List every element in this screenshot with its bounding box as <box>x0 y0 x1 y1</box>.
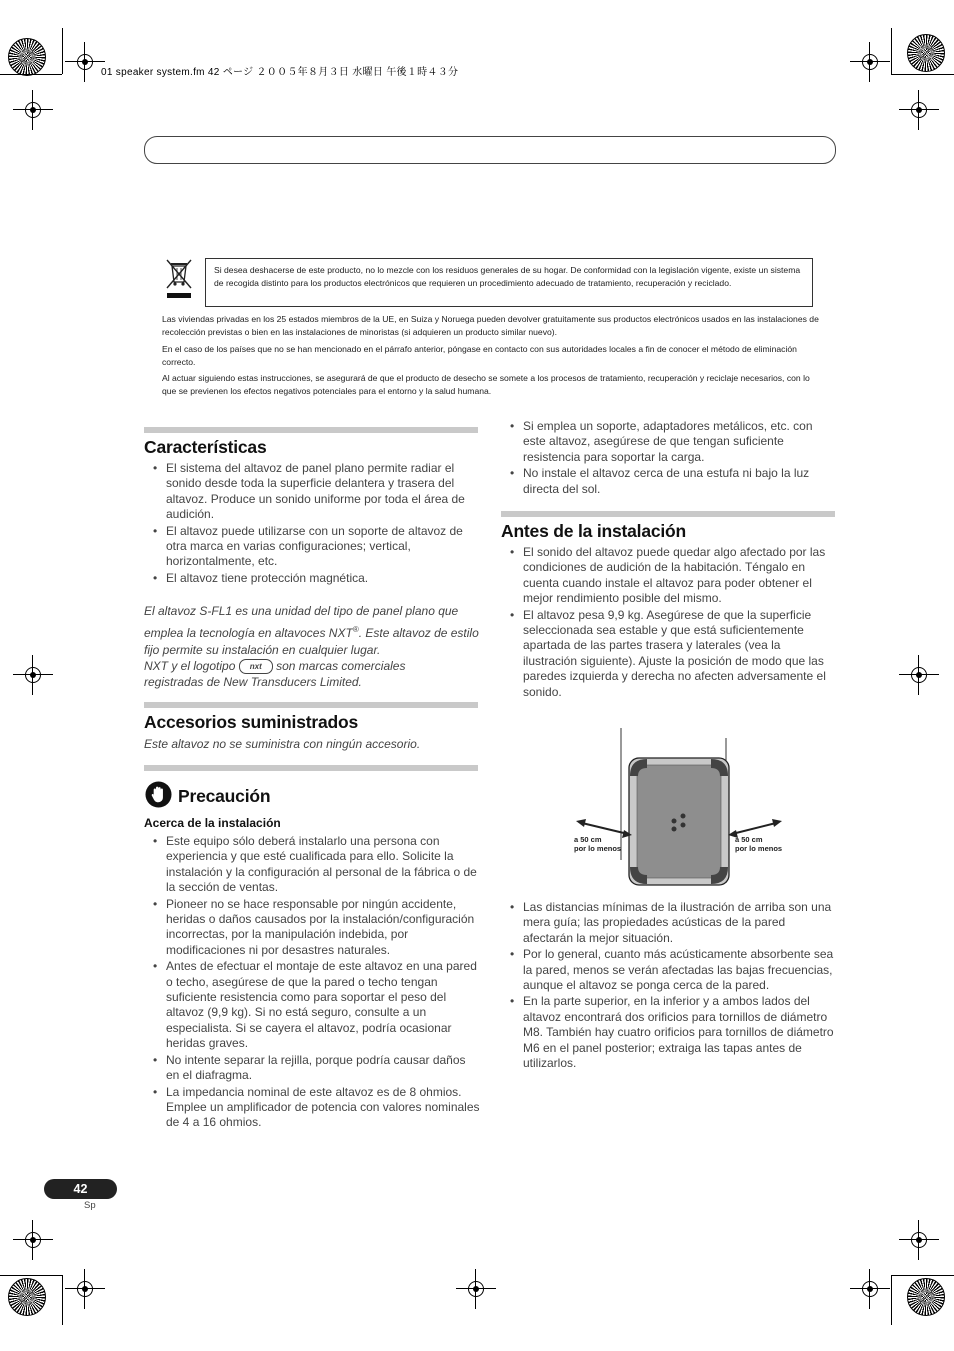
list-item: • El sonido del altavoz puede quedar algo afectado por las condiciones de audición de la habitación. Téngalo en cuenta cuando instale el altavoz para poder obtener el mejor rendimiento posible del mismo. <box>501 545 837 607</box>
list-item: • El altavoz tiene protección magnética. <box>144 571 480 586</box>
subsection-title-instalacion: Acerca de la instalación <box>144 816 281 830</box>
crop-line <box>0 1275 62 1276</box>
registration-mark-icon <box>73 50 97 74</box>
placement-diagram <box>570 728 830 888</box>
registration-mark-icon <box>858 50 882 74</box>
diagram-label-line: por lo menos <box>735 844 783 853</box>
section-rule <box>144 765 478 771</box>
antes-list <box>501 545 837 701</box>
header-rule-pill <box>144 136 836 164</box>
caracteristicas-list <box>144 461 480 587</box>
nxt-note-text: . Este altavoz de estilo fijo permite su instalación en cualquier lugar. <box>144 625 479 657</box>
page-language: Sp <box>84 1200 96 1211</box>
list-item: • El altavoz pesa 9,9 kg. Asegúrese de que la superficie seleccionada sea estable y que está suficientemente apartada de las partes trasera y laterales (vea la ilustración siguiente). Ajuste la posición de modo que las paredes izquierda y derecha no afecten adversamente el sonido. <box>501 608 837 700</box>
registration-mark-icon <box>21 1228 45 1252</box>
registration-mark-icon <box>858 1277 882 1301</box>
list-item: • Si emplea un soporte, adaptadores metálicos, etc. con este altavoz, asegúrese de que tengan suficiente resistencia para soportar la carga. <box>501 419 837 465</box>
crossed-bin-icon <box>164 258 194 300</box>
crop-line <box>62 28 63 74</box>
crop-line <box>891 1275 892 1325</box>
nxt-logo-icon: nxt <box>239 659 273 674</box>
crop-line <box>62 1275 63 1325</box>
precaucion-list <box>144 834 480 1132</box>
caution-hand-icon <box>145 781 172 808</box>
registration-mark-icon <box>21 663 45 687</box>
list-item: • Por lo general, cuanto más acústicamente absorbente sea la pared, menos se verán afectadas las bajas frecuencias, aunque el altavoz se ponga cerca de la pared. <box>501 947 837 993</box>
accesorios-note: Este altavoz no se suministra con ningún accesorio. <box>144 737 421 751</box>
list-item: • Antes de efectuar el montaje de este altavoz en una pared o techo, asegúrese de que la pared o techo tengan suficiente resistencia como para soportar el peso del altavoz (9,9 kg). Si no está seguro, consulte a un especialista. Si se cayera el altavoz, podría ocasionar heridas graves. <box>144 959 480 1051</box>
section-title-accesorios: Accesorios suministrados <box>144 712 359 732</box>
corner-target-icon <box>8 1278 46 1316</box>
list-item: • No instale el altavoz cerca de una estufa ni bajo la luz directa del sol. <box>501 466 837 497</box>
registered-mark: ® <box>352 624 359 634</box>
section-rule <box>501 511 835 517</box>
registration-mark-icon <box>907 98 931 122</box>
diagram-label-line: por lo menos <box>574 844 622 853</box>
antes-list-continued <box>501 900 837 1072</box>
section-rule <box>144 427 478 433</box>
list-item: • Este equipo sólo deberá instalarlo una persona con experiencia y que esté cualificada para ello. Solicite la instalación y la configuración al personal de la fábrica o de la sección de ventas. <box>144 834 480 896</box>
trademark-note-text: NXT y el logotipo <box>144 659 236 673</box>
file-stamp: 01 speaker system.fm 42 ページ ２００５年８月３日 水曜日 午後１時４３分 <box>101 67 459 78</box>
section-title-precaucion: Precaución <box>178 786 271 806</box>
corner-target-icon <box>8 38 46 76</box>
trademark-note <box>144 658 464 690</box>
list-item: • En la parte superior, en la inferior y a ambos lados del altavoz encontrará dos orificios para tornillos de diámetro M8. También hay cuatro orificios para tornillos de diámetro M6 en el panel posterior; extraiga las tapas antes de utilizarlos. <box>501 994 837 1071</box>
precaucion-list-continued <box>501 419 837 498</box>
list-item: • Pioneer no se hace responsable por ningún accidente, heridas o daños causados por la instalación/configuración incorrectas, por la manipulación indebida, por modificaciones ni por desastres naturales. <box>144 897 480 959</box>
registration-mark-icon <box>907 663 931 687</box>
crop-line <box>891 1275 954 1276</box>
list-item: • La impedancia nominal de este altavoz es de 8 ohmios. Emplee un amplificador de potencia con valores nominales de 4 a 16 ohmios. <box>144 1085 480 1131</box>
diagram-label-left <box>574 835 621 853</box>
diagram-label-right <box>735 835 782 853</box>
nxt-note <box>144 603 480 660</box>
nxt-note-text: El altavoz S-FL1 es una unidad del tipo de panel plano que emplea la tecnología en altavoces NXT <box>144 604 459 640</box>
trademark-note-text: son marcas comerciales registradas de New Transducers Limited. <box>144 659 406 690</box>
weee-paragraph: Las viviendas privadas en los 25 estados miembros de la UE, en Suiza y Noruega pueden devolver gratuitamente sus productos electrónicos usados en las instalaciones de recolección previstas o bien en las instalaciones de minoristas (si adquieren un producto similar nuevo). <box>162 314 819 338</box>
section-title-antes: Antes de la instalación <box>501 521 687 541</box>
section-rule <box>144 702 478 708</box>
crop-line <box>891 74 954 75</box>
list-item: • El sistema del altavoz de panel plano permite radiar el sonido desde toda la superficie delantera y trasera del altavoz. Produce un sonido uniforme por toda el área de audición. <box>144 461 480 523</box>
diagram-label-line: a 50 cm <box>574 835 602 844</box>
list-item: • El altavoz puede utilizarse con un soporte de altavoz de otra marca en varias configuraciones; vertical, horizontalmente, etc. <box>144 524 480 570</box>
list-item: • No intente separar la rejilla, porque podría causar daños en el diafragma. <box>144 1053 480 1084</box>
registration-mark-icon <box>73 1277 97 1301</box>
weee-notice-box: Si desea deshacerse de este producto, no lo mezcle con los residuos generales de su hogar. De conformidad con la legislación vigente, existe un sistema de recogida distinto para los productos electrónicos que requieren un procedimiento adecuado de tratamiento, recuperación y reciclado. <box>205 258 813 307</box>
registration-mark-icon <box>21 98 45 122</box>
page-number: 42 <box>44 1179 117 1199</box>
weee-paragraph: En el caso de los países que no se han mencionado en el párrafo anterior, póngase en contacto con sus autoridades locales a fin de conocer el método de eliminación correcto. <box>162 344 797 368</box>
crop-line <box>0 74 62 75</box>
corner-target-icon <box>907 1278 945 1316</box>
weee-paragraph: Al actuar siguiendo estas instrucciones, se asegurará de que el producto de desecho se somete a los procesos de tratamiento, recuperación y reciclaje necesarios, con lo que se previenen los efectos negativos potenciales para el entorno y la salud humana. <box>162 373 810 397</box>
section-title-caracteristicas: Características <box>144 437 267 457</box>
crop-line <box>891 28 892 74</box>
registration-mark-icon <box>464 1277 488 1301</box>
list-item: • Las distancias mínimas de la ilustración de arriba son una mera guía; las propiedades acústicas de la pared afectarán la mejor situación. <box>501 900 837 946</box>
registration-mark-icon <box>907 1228 931 1252</box>
corner-target-icon <box>907 34 945 72</box>
diagram-label-line: a 50 cm <box>735 835 763 844</box>
